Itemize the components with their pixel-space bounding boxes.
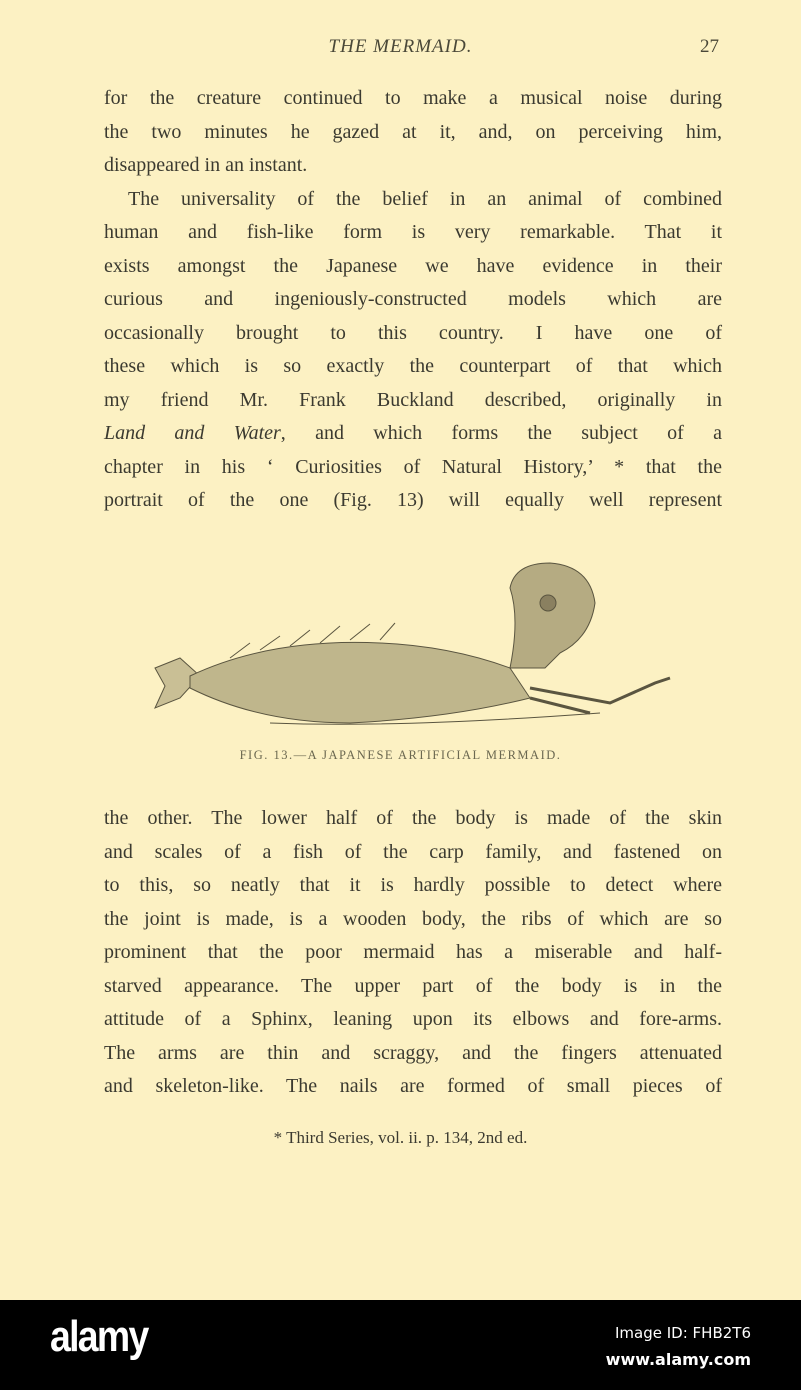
text-line: human and fish-like form is very remarkable. That it	[104, 221, 722, 243]
text-line: to this, so neatly that it is hardly possible to detect where	[104, 874, 722, 896]
text-line: and skeleton-like. The nails are formed of small pieces of	[104, 1075, 722, 1097]
text-line: the other. The lower half of the body is made of the skin	[104, 807, 722, 829]
image-id: Image ID: FHB2T6	[615, 1324, 751, 1342]
running-head: THE MERMAID.	[328, 36, 473, 57]
text-fragment: , and which forms the subject of a	[280, 422, 722, 444]
mermaid-illustration	[150, 558, 675, 738]
text-line: prominent that the poor mermaid has a miserable and half-	[104, 941, 722, 963]
text-line: occasionally brought to this country. I have one of	[104, 321, 722, 344]
text-line: The universality of the belief in an animal of combined	[128, 187, 722, 210]
text-line: starved appearance. The upper part of the body is in the	[104, 974, 722, 997]
text-line: and scales of a fish of the carp family, and fastened on	[104, 840, 722, 863]
watermark-bar	[0, 1300, 801, 1390]
text-line: chapter in his ‘ Curiosities of Natural History,’ * that the	[104, 455, 722, 478]
paragraph-block-2	[104, 802, 722, 1104]
alamy-logo: alamy	[50, 1312, 148, 1361]
text-line: disappeared in an instant.	[104, 154, 308, 176]
figure-caption: FIG. 13.—A JAPANESE ARTIFICIAL MERMAID.	[239, 748, 562, 762]
text-line: my friend Mr. Frank Buckland described, originally in	[104, 388, 722, 411]
text-line: curious and ingeniously-constructed models which are	[104, 288, 722, 310]
text-line: for the creature continued to make a musical noise during	[104, 87, 722, 109]
watermark-url: www.alamy.com	[605, 1350, 751, 1369]
text-line	[104, 417, 722, 451]
italic-title: Land and Water	[104, 422, 281, 444]
text-line: The arms are thin and scraggy, and the fingers attenuated	[104, 1041, 722, 1064]
text-line: attitude of a Sphinx, leaning upon its elbows and fore-arms.	[104, 1008, 722, 1030]
footnote: * Third Series, vol. ii. p. 134, 2nd ed.	[273, 1128, 528, 1147]
text-line: exists amongst the Japanese we have evidence in their	[104, 254, 722, 277]
text-line: portrait of the one (Fig. 13) will equally well represent	[104, 489, 722, 511]
text-line: the joint is made, is a wooden body, the ribs of which are so	[104, 907, 722, 930]
paragraph-block-1	[104, 82, 722, 518]
text-line: the two minutes he gazed at it, and, on perceiving him,	[104, 120, 722, 143]
page-number: 27	[700, 36, 719, 57]
text-line: these which is so exactly the counterpart of that which	[104, 355, 722, 377]
